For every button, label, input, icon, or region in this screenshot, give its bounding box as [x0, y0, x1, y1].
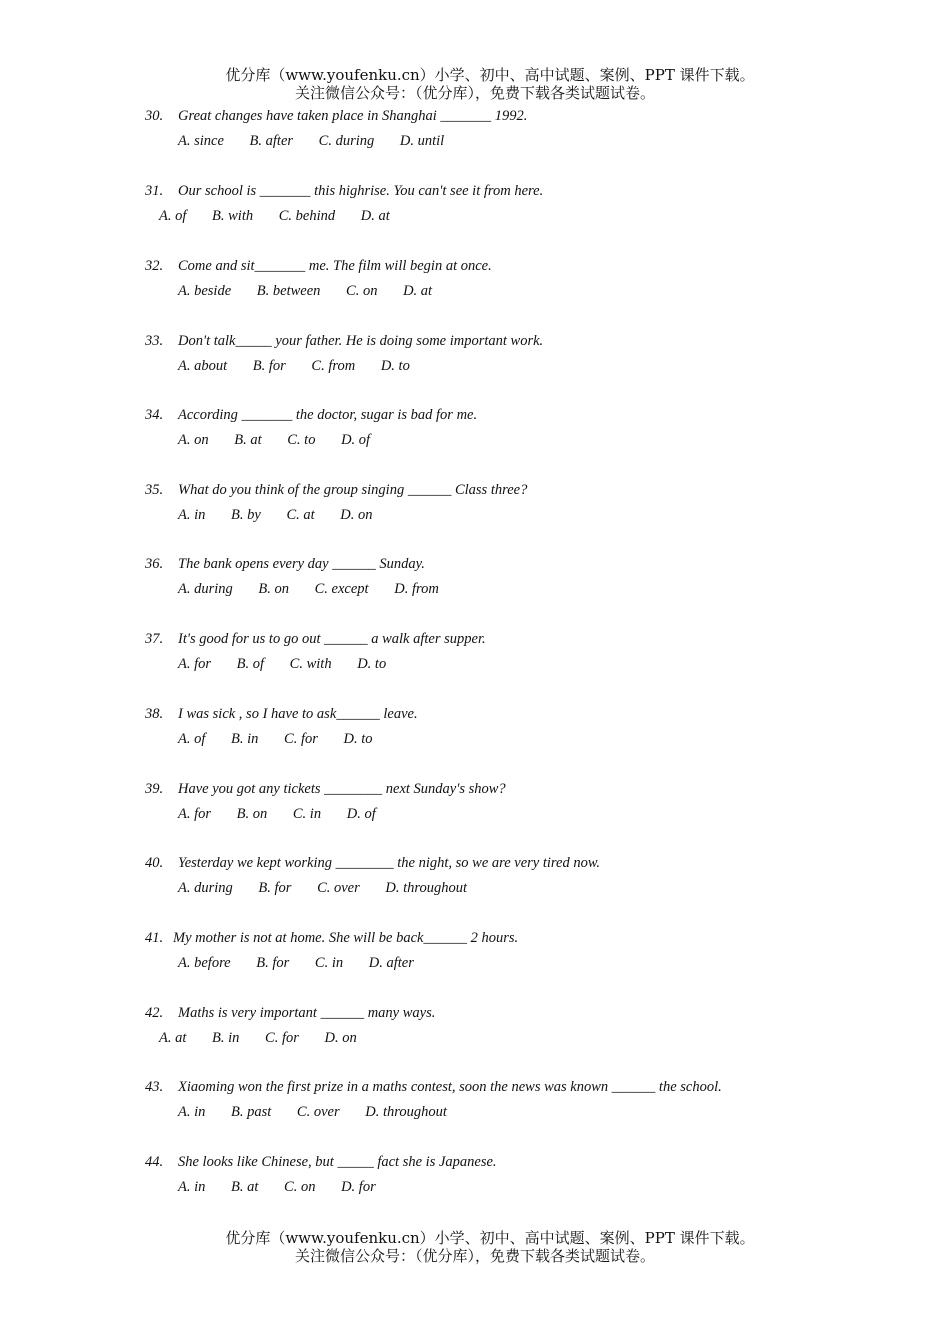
- option-b: B. for: [258, 880, 292, 896]
- question-36: [145, 554, 865, 599]
- question-number: 32.: [145, 258, 164, 274]
- option-c: C. behind: [278, 208, 336, 224]
- question-37: [145, 629, 865, 674]
- option-a: A. since: [178, 133, 224, 149]
- option-b: B. between: [256, 283, 321, 299]
- option-d: D. throughout: [365, 1104, 447, 1120]
- question-number: 40.: [145, 855, 164, 871]
- option-a: A. for: [178, 656, 212, 672]
- option-c: C. in: [292, 806, 322, 822]
- question-stem: I was sick , so I have to ask______ leave.: [178, 706, 418, 722]
- question-stem: Great changes have taken place in Shanghai _______ 1992.: [178, 108, 528, 124]
- question-stem: According _______ the doctor, sugar is bad for me.: [178, 407, 478, 423]
- option-a: A. beside: [178, 283, 232, 299]
- option-d: D. until: [399, 133, 445, 149]
- option-c: C. at: [286, 507, 315, 523]
- header-line-2: 关注微信公众号：（优分库），免费下载各类试题试卷。: [294, 84, 655, 102]
- option-c: C. to: [287, 432, 316, 448]
- question-stem: Have you got any tickets ________ next Sunday's show?: [178, 781, 506, 797]
- option-a: A. on: [178, 432, 209, 448]
- question-stem: It's good for us to go out ______ a walk after supper.: [178, 631, 486, 647]
- page-header: [0, 66, 950, 102]
- question-number: 34.: [145, 407, 164, 423]
- question-number: 43.: [145, 1079, 164, 1095]
- question-34: [145, 405, 865, 450]
- question-39: [145, 779, 865, 824]
- question-number: 38.: [145, 706, 164, 722]
- option-c: C. during: [318, 133, 375, 149]
- option-a: A. before: [178, 955, 231, 971]
- option-b: B. on: [258, 581, 290, 597]
- option-c: C. in: [314, 955, 344, 971]
- question-number: 42.: [145, 1005, 164, 1021]
- option-a: A. in: [178, 1179, 206, 1195]
- question-number: 44.: [145, 1154, 164, 1170]
- option-a: A. about: [178, 358, 228, 374]
- question-number: 39.: [145, 781, 164, 797]
- option-d: D. to: [357, 656, 387, 672]
- option-c: C. on: [284, 1179, 316, 1195]
- option-c: C. except: [314, 581, 369, 597]
- option-b: B. for: [252, 358, 286, 374]
- option-c: C. from: [311, 358, 356, 374]
- question-33: [145, 331, 865, 376]
- question-stem: Yesterday we kept working ________ the night, so we are very tired now.: [178, 855, 601, 871]
- question-number: 41.: [145, 930, 164, 946]
- option-d: D. to: [380, 358, 410, 374]
- question-30: [145, 106, 865, 151]
- question-38: [145, 704, 865, 749]
- option-d: D. at: [360, 208, 390, 224]
- header-line-1: 优分库（www.youfenku.cn）小学、初中、高中试题、案例、PPT 课件下载。: [225, 66, 755, 84]
- question-stem: What do you think of the group singing ______ Class three?: [178, 482, 528, 498]
- option-a: A. during: [178, 581, 233, 597]
- option-c: C. for: [284, 731, 318, 747]
- question-stem: She looks like Chinese, but _____ fact she is Japanese.: [178, 1154, 497, 1170]
- option-a: A. for: [178, 806, 212, 822]
- option-c: C. over: [317, 880, 360, 896]
- option-d: D. on: [324, 1030, 357, 1046]
- question-number: 33.: [145, 333, 164, 349]
- question-number: 30.: [145, 108, 164, 124]
- question-32: [145, 256, 865, 301]
- question-stem: The bank opens every day ______ Sunday.: [178, 556, 425, 572]
- question-number: 37.: [145, 631, 164, 647]
- option-d: D. after: [368, 955, 414, 971]
- option-d: D. of: [341, 432, 371, 448]
- option-d: D. from: [394, 581, 439, 597]
- footer-line-2: 关注微信公众号：（优分库），免费下载各类试题试卷。: [294, 1247, 655, 1265]
- option-b: B. at: [234, 432, 262, 448]
- option-d: D. at: [403, 283, 433, 299]
- option-d: D. on: [340, 507, 373, 523]
- question-stem: My mother is not at home. She will be back______ 2 hours.: [173, 930, 519, 946]
- option-b: B. past: [231, 1104, 272, 1120]
- option-c: C. with: [289, 656, 332, 672]
- option-a: A. in: [178, 507, 206, 523]
- question-43: [145, 1077, 865, 1122]
- question-42: [145, 1003, 865, 1048]
- option-d: D. to: [343, 731, 373, 747]
- question-40: [145, 853, 865, 898]
- option-b: B. by: [231, 507, 261, 523]
- question-number: 36.: [145, 556, 164, 572]
- option-b: B. for: [256, 955, 290, 971]
- question-number: 31.: [145, 183, 164, 199]
- option-a: A. at: [159, 1030, 187, 1046]
- question-stem: Our school is _______ this highrise. You can't see it from here.: [178, 183, 544, 199]
- option-a: A. of: [178, 731, 206, 747]
- option-d: D. of: [346, 806, 376, 822]
- question-stem: Come and sit_______ me. The film will begin at once.: [178, 258, 492, 274]
- footer-line-1: 优分库（www.youfenku.cn）小学、初中、高中试题、案例、PPT 课件下载。: [225, 1229, 755, 1247]
- question-35: [145, 480, 865, 525]
- option-d: D. for: [341, 1179, 376, 1195]
- question-stem: Don't talk_____ your father. He is doing some important work.: [178, 333, 544, 349]
- option-a: A. of: [159, 208, 187, 224]
- question-44: [145, 1152, 865, 1197]
- question-31: [145, 181, 865, 226]
- option-a: A. in: [178, 1104, 206, 1120]
- option-c: C. on: [346, 283, 378, 299]
- option-b: B. on: [236, 806, 268, 822]
- option-b: B. at: [231, 1179, 259, 1195]
- option-b: B. in: [231, 731, 259, 747]
- question-number: 35.: [145, 482, 164, 498]
- question-stem: Maths is very important ______ many ways.: [178, 1005, 436, 1021]
- option-c: C. for: [265, 1030, 299, 1046]
- option-b: B. in: [212, 1030, 240, 1046]
- option-b: B. with: [212, 208, 254, 224]
- question-stem: Xiaoming won the first prize in a maths contest, soon the news was known ______ the school.: [178, 1079, 722, 1095]
- question-41: [145, 928, 865, 973]
- option-c: C. over: [296, 1104, 340, 1120]
- option-d: D. throughout: [385, 880, 468, 896]
- option-b: B. after: [249, 133, 294, 149]
- option-b: B. of: [236, 656, 265, 672]
- option-a: A. during: [178, 880, 233, 896]
- page-footer: [0, 1229, 950, 1265]
